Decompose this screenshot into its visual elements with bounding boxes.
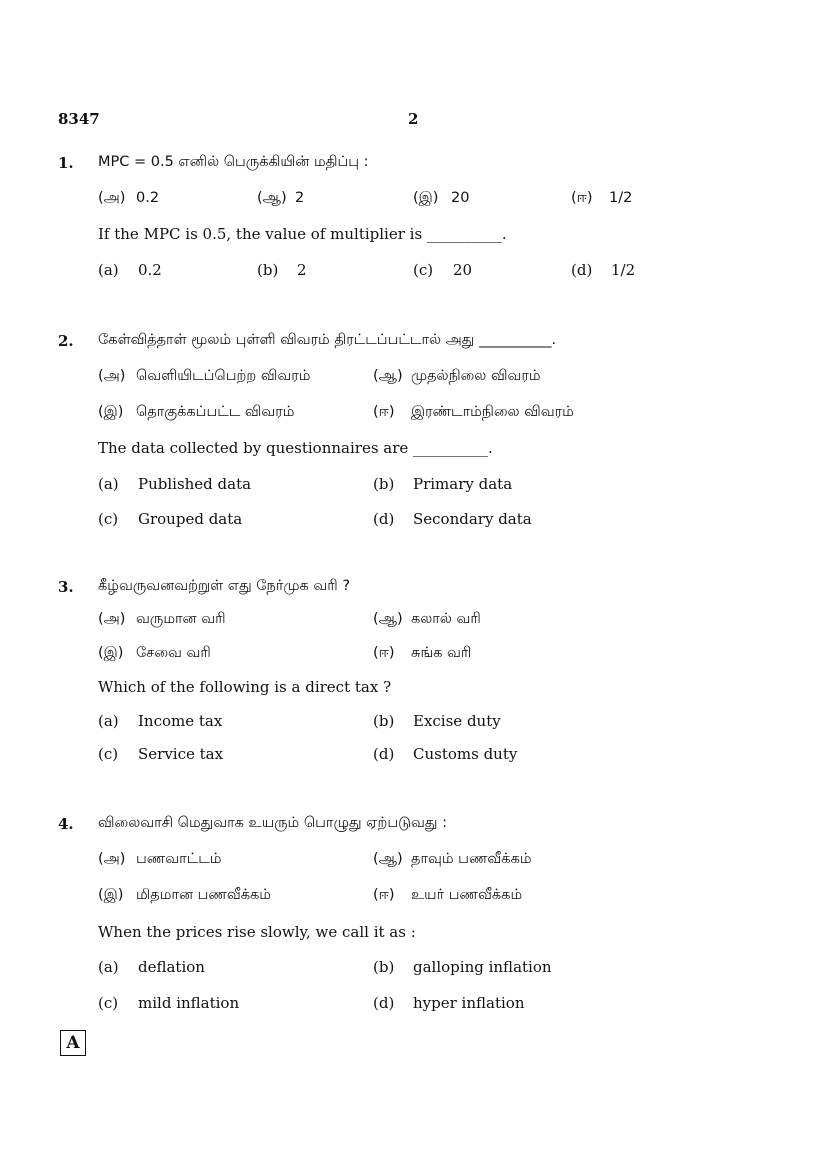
question-text-tamil: MPC = 0.5 எனில் பெருக்கியின் மதிப்பு : (98, 154, 369, 170)
option (373, 510, 532, 528)
option-label: (ஈ) (373, 887, 395, 903)
option (257, 190, 304, 208)
option (98, 611, 226, 629)
option-label: (c) (413, 261, 434, 279)
option-text: 0.2 (136, 190, 160, 206)
question-text-tamil: கீழ்வருவனவற்றுள் எது நேர்முக வரி ? (98, 578, 351, 594)
option (373, 745, 517, 763)
option (571, 190, 632, 208)
option (98, 887, 271, 905)
option-text: தொகுக்கப்பட்ட விவரம் (136, 404, 295, 420)
option (413, 261, 472, 279)
option-text: வெளியிடப்பெற்ற விவரம் (136, 368, 311, 384)
option (373, 368, 541, 386)
option (373, 712, 501, 730)
question-text-english: The data collected by questionnaires are __________. (98, 439, 493, 457)
option-text: உயர் பணவீக்கம் (411, 887, 523, 903)
option-text: வருமான வரி (136, 611, 226, 627)
option-text: Service tax (138, 745, 224, 763)
option (373, 645, 471, 663)
option (373, 404, 574, 422)
page-number: 2 (408, 110, 419, 128)
option (98, 404, 294, 422)
option-label: (அ) (98, 851, 126, 867)
option-label: (அ) (98, 190, 126, 206)
option-label: (ஆ) (373, 851, 403, 867)
option-label: (ஆ) (373, 611, 403, 627)
option (373, 475, 512, 493)
option-label: (இ) (98, 404, 124, 420)
option (98, 190, 159, 208)
option-label: (இ) (98, 645, 124, 661)
option-text: தாவும் பணவீக்கம் (411, 851, 532, 867)
option-text: சேவை வரி (136, 645, 211, 661)
option-label: (ஈ) (373, 645, 395, 661)
option (98, 745, 223, 763)
question-number: 3. (58, 578, 74, 596)
question-text-tamil: கேள்வித்தாள் மூலம் புள்ளி விவரம் திரட்டப்பட்டால் அது __________. (98, 332, 557, 348)
option (373, 994, 524, 1012)
option (98, 994, 239, 1012)
option-text: 20 (451, 190, 470, 206)
option-text: 20 (453, 261, 473, 279)
question-text-english: If the MPC is 0.5, the value of multiplier is __________. (98, 225, 507, 243)
option-text: 0.2 (138, 261, 162, 279)
option-label: (ஈ) (373, 404, 395, 420)
option-label: (a) (98, 712, 119, 730)
option (98, 510, 242, 528)
option-label: (d) (571, 261, 593, 279)
option-label: (b) (257, 261, 279, 279)
option-text: Primary data (413, 475, 513, 493)
option (373, 958, 552, 976)
option-label: (b) (373, 958, 395, 976)
option (98, 851, 221, 869)
option-label: (c) (98, 510, 119, 528)
option-text: Customs duty (413, 745, 518, 763)
option-text: Grouped data (138, 510, 243, 528)
option (373, 887, 522, 905)
question-number: 4. (58, 815, 74, 833)
option-text: hyper inflation (413, 994, 525, 1012)
option-text: கலால் வரி (411, 611, 481, 627)
paper-code: 8347 (58, 110, 100, 128)
question-number: 2. (58, 332, 74, 350)
option-label: (இ) (413, 190, 439, 206)
option-text: 1/2 (611, 261, 636, 279)
option-label: (a) (98, 958, 119, 976)
option-label: (d) (373, 745, 395, 763)
option-text: பணவாட்டம் (136, 851, 222, 867)
option (373, 851, 532, 869)
option-label: (இ) (98, 887, 124, 903)
option-label: (b) (373, 475, 395, 493)
option-label: (ஆ) (257, 190, 287, 206)
question-number: 1. (58, 154, 74, 172)
booklet-version-box: A (60, 1030, 86, 1056)
option-label: (d) (373, 994, 395, 1012)
option-text: Excise duty (413, 712, 501, 730)
option-text: 1/2 (609, 190, 633, 206)
option-text: மிதமான பணவீக்கம் (136, 887, 271, 903)
option (98, 958, 205, 976)
option (98, 261, 162, 279)
option-text: Secondary data (413, 510, 532, 528)
option-text: galloping inflation (413, 958, 552, 976)
option-label: (ஆ) (373, 368, 403, 384)
option-label: (a) (98, 475, 119, 493)
option-label: (c) (98, 994, 119, 1012)
option-text: Published data (138, 475, 252, 493)
option-text: இரண்டாம்நிலை விவரம் (411, 404, 574, 420)
question-text-english: When the prices rise slowly, we call it as : (98, 923, 416, 941)
option-text: முதல்நிலை விவரம் (411, 368, 541, 384)
option-label: (d) (373, 510, 395, 528)
option-text: deflation (138, 958, 205, 976)
option-label: (b) (373, 712, 395, 730)
option-label: (அ) (98, 611, 126, 627)
option-text: 2 (297, 261, 307, 279)
option (373, 611, 481, 629)
question-text-english: Which of the following is a direct tax ? (98, 678, 392, 696)
option-label: (c) (98, 745, 119, 763)
option-text: mild inflation (138, 994, 240, 1012)
option (571, 261, 635, 279)
option-label: (ஈ) (571, 190, 593, 206)
question-text-tamil: விலைவாசி மெதுவாக உயரும் பொழுது ஏற்படுவது : (98, 815, 447, 831)
option (98, 475, 251, 493)
option-text: சுங்க வரி (411, 645, 472, 661)
option-text: Income tax (138, 712, 223, 730)
option-text: 2 (295, 190, 305, 206)
option-label: (a) (98, 261, 119, 279)
option (98, 645, 211, 663)
option-label: (அ) (98, 368, 126, 384)
option (98, 712, 222, 730)
option (257, 261, 307, 279)
option (413, 190, 469, 208)
option (98, 368, 310, 386)
